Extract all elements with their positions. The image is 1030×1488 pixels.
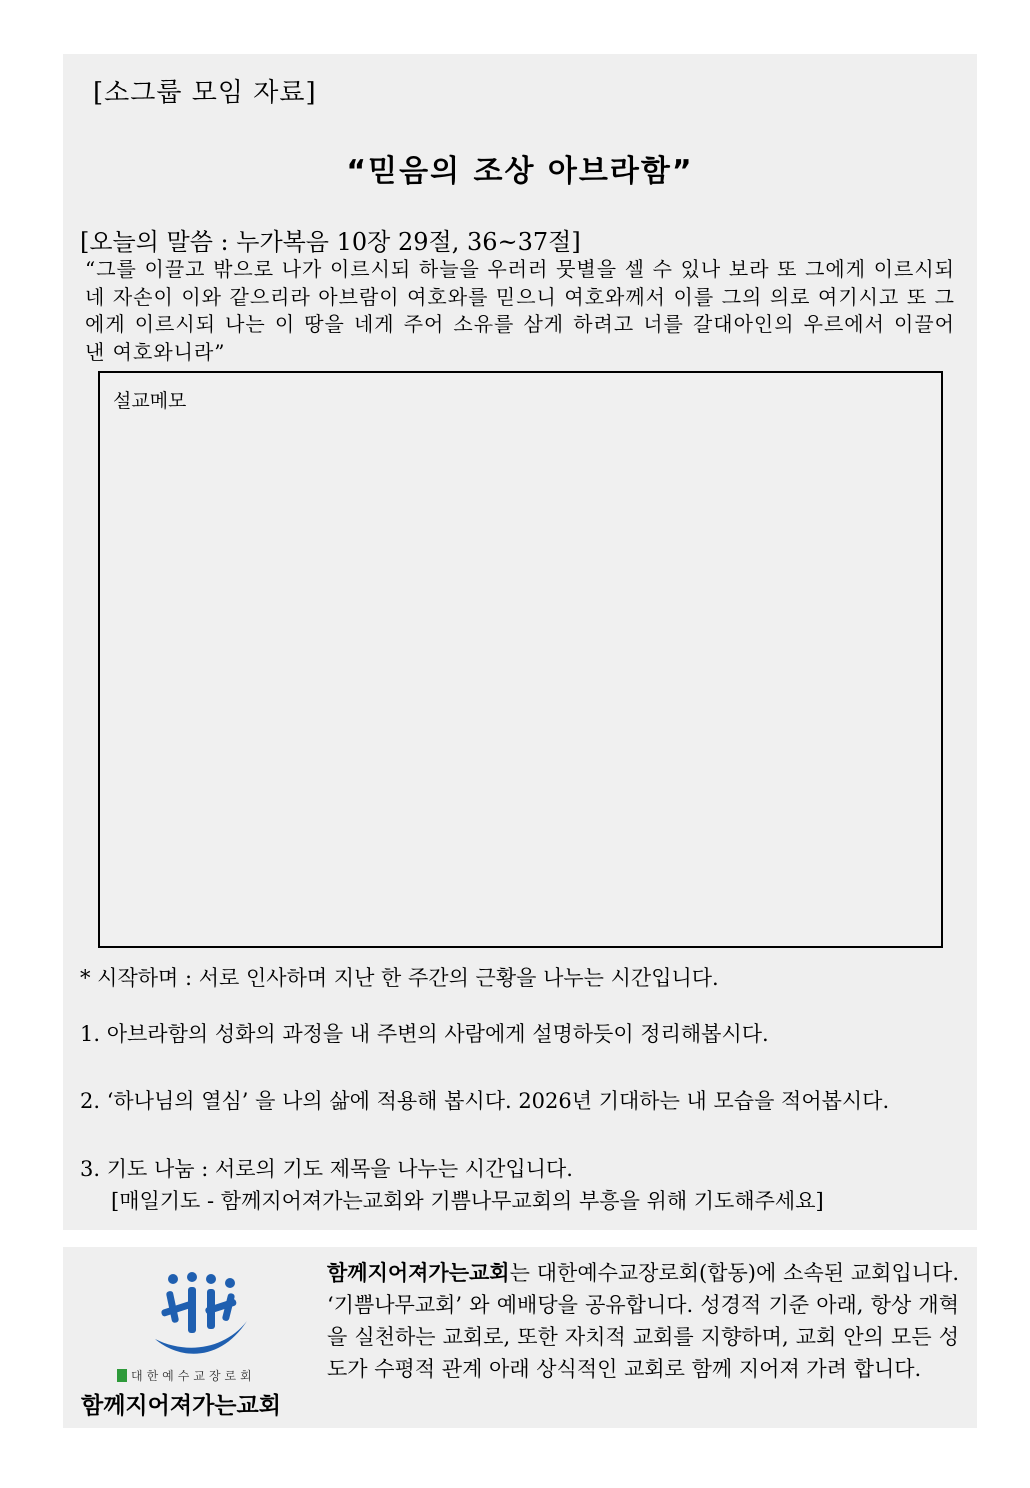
- question-3: 3. 기도 나눔 : 서로의 기도 제목을 나누는 시간입니다.: [80, 1157, 573, 1181]
- question-2: 2. ‘하나님의 열심’ 을 나의 삶에 적용해 봅시다. 2026년 기대하는 내 모습을 적어봅시다.: [80, 1089, 890, 1113]
- main-panel: [63, 54, 977, 1230]
- church-name: 함께지어져가는교회: [81, 1393, 281, 1419]
- church-description: [327, 1257, 959, 1385]
- church-description-name: 함께지어져가는교회: [327, 1261, 510, 1285]
- footer-panel: [63, 1247, 977, 1428]
- document-title: “믿음의 조상 아브라함”: [346, 154, 694, 189]
- denomination-label: [117, 1367, 256, 1384]
- church-logo-icon: [151, 1269, 251, 1369]
- sermon-memo-box[interactable]: [98, 371, 943, 948]
- church-logo: [81, 1261, 311, 1421]
- document-label: [소그룹 모임 자료]: [93, 78, 317, 108]
- denomination-icon: [117, 1369, 127, 1382]
- scripture-reference: [오늘의 말씀 : 누가복음 10장 29절, 36~37절]: [80, 228, 581, 256]
- question-1: 1. 아브라함의 성화의 과정을 내 주변의 사람에게 설명하듯이 정리해봅시다.: [80, 1022, 769, 1046]
- scripture-text: “그를 이끌고 밖으로 나가 이르시되 하늘을 우러러 뭇별을 셀 수 있나 보라 또 그에게 이르시되 네 자손이 이와 같으리라 아브람이 여호와를 믿으니 여호와께서 이를 그의 의로 여기시고 또 그에게 이르시되 나는 이 땅을 네게 주어 소유를 삼게 하려고 너를 갈대아인의 우르에서 이끌어 낸 여호와니라”: [85, 257, 955, 364]
- prayer-note: [매일기도 - 함께지어져가는교회와 기쁨나무교회의 부흥을 위해 기도해주세요]: [111, 1189, 824, 1213]
- sermon-memo-label: 설교메모: [113, 390, 187, 412]
- denomination-text: 대한예수교장로회: [131, 1369, 256, 1383]
- question-start: * 시작하며 : 서로 인사하며 지난 한 주간의 근황을 나누는 시간입니다.: [80, 966, 719, 990]
- church-description-text: 는 대한예수교장로회(합동)에 소속된 교회입니다. ‘기쁨나무교회’ 와 예배당을 공유합니다. 성경적 기준 아래, 항상 개혁을 실천하는 교회로, 또한 자치적 교회를 지향하며, 교회 안의 모든 성도가 수평적 관계 아래 상식적인 교회로 함께 지어져 가려 합니다.: [327, 1261, 959, 1381]
